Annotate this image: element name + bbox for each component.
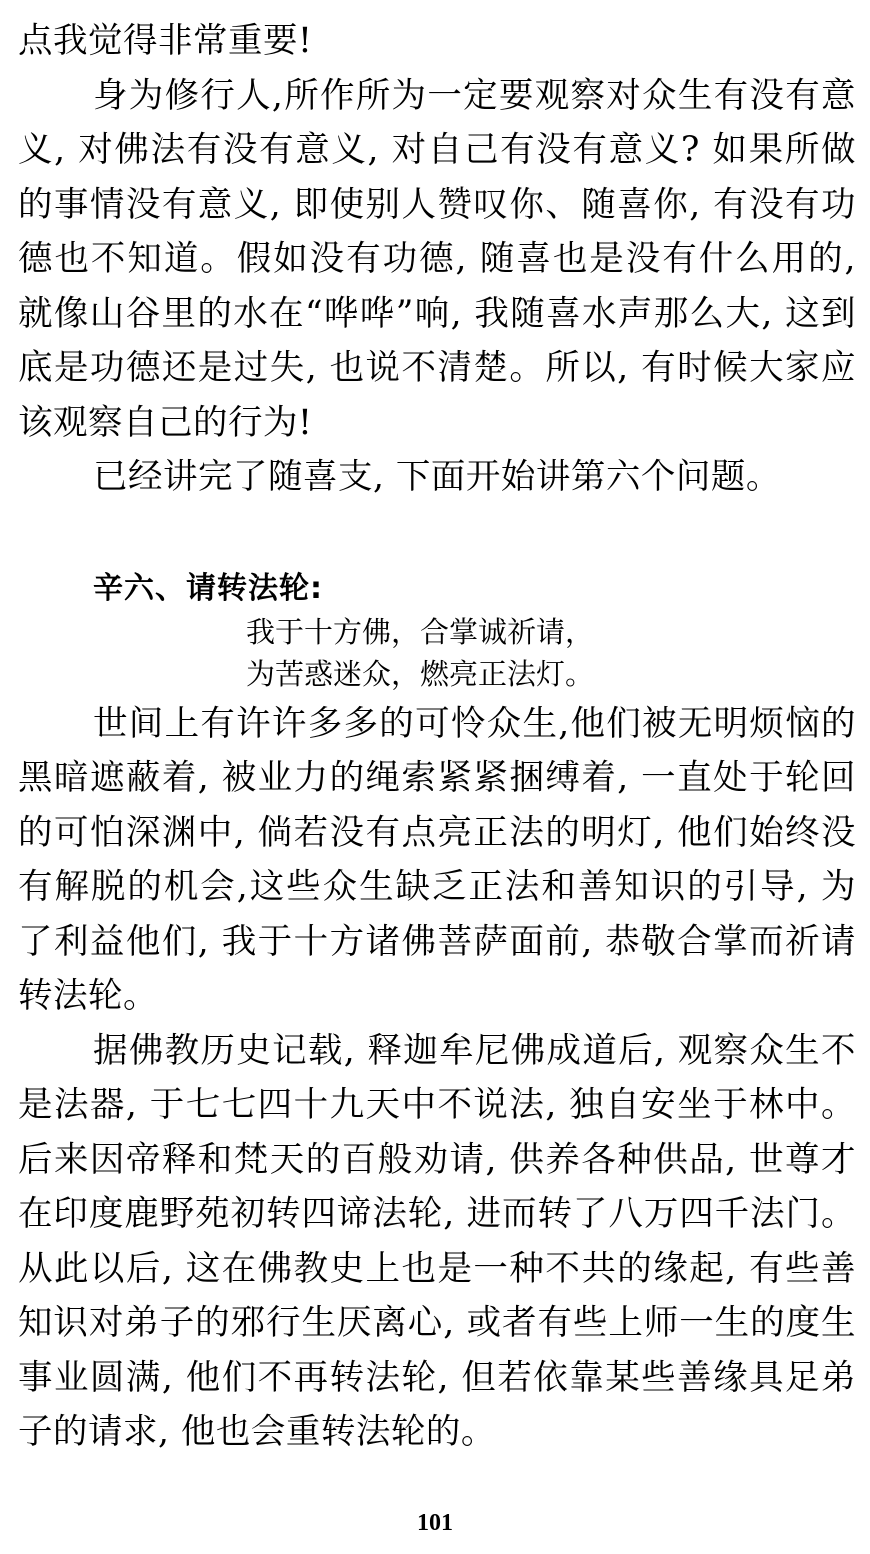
- paragraph-transition: 已经讲完了随喜支, 下面开始讲第六个问题。: [93, 457, 781, 497]
- verse-block: [246, 611, 856, 695]
- verse-line-2: 为苦惑迷众，燃亮正法灯。: [246, 656, 595, 691]
- page-body: [18, 14, 856, 1460]
- verse-line-1: 我于十方佛，合掌诚祈请，: [246, 614, 595, 649]
- section-spacer: [18, 505, 856, 559]
- page-number: 101: [417, 1510, 453, 1536]
- paragraph-continuation: 点我觉得非常重要!: [18, 21, 313, 61]
- paragraph-practitioner: 身为修行人,所作所为一定要观察对众生有没有意义, 对佛法有没有意义, 对自己有没有意义? 如果所做的事情没有意义, 即使别人赞叹你、随喜你, 有没有功德也不知道。假如没有功德, 随喜也是没有什么用的, 就像山谷里的水在“哗哗”响, 我随喜水声那么大, 这到底是功德还是过失, 也说不清楚。所以, 有时候大家应该观察自己的行为!: [18, 75, 856, 443]
- section-heading: 辛六、请转法轮:: [93, 570, 323, 606]
- paragraph-history: 据佛教历史记载, 释迦牟尼佛成道后, 观察众生不是法器, 于七七四十九天中不说法, 独自安坐于林中。后来因帝释和梵天的百般劝请, 供养各种供品, 世尊才在印度鹿野苑初转四谛法轮, 进而转了八万四千法门。从此以后, 这在佛教史上也是一种不共的缘起, 有些善知识对弟子的邪行生厌离心, 或者有些上师一生的度生事业圆满, 他们不再转法轮, 但若依靠某些善缘具足弟子的请求, 他也会重转法轮的。: [18, 1030, 856, 1452]
- paragraph-beings: 世间上有许许多多的可怜众生,他们被无明烦恼的黑暗遮蔽着, 被业力的绳索紧紧捆缚着, 一直处于轮回的可怕深渊中, 倘若没有点亮正法的明灯, 他们始终没有解脱的机会,这些众生缺乏正法和善知识的引导, 为了利益他们, 我于十方诸佛菩萨面前, 恭敬合掌而祈请转法轮。: [18, 703, 856, 1016]
